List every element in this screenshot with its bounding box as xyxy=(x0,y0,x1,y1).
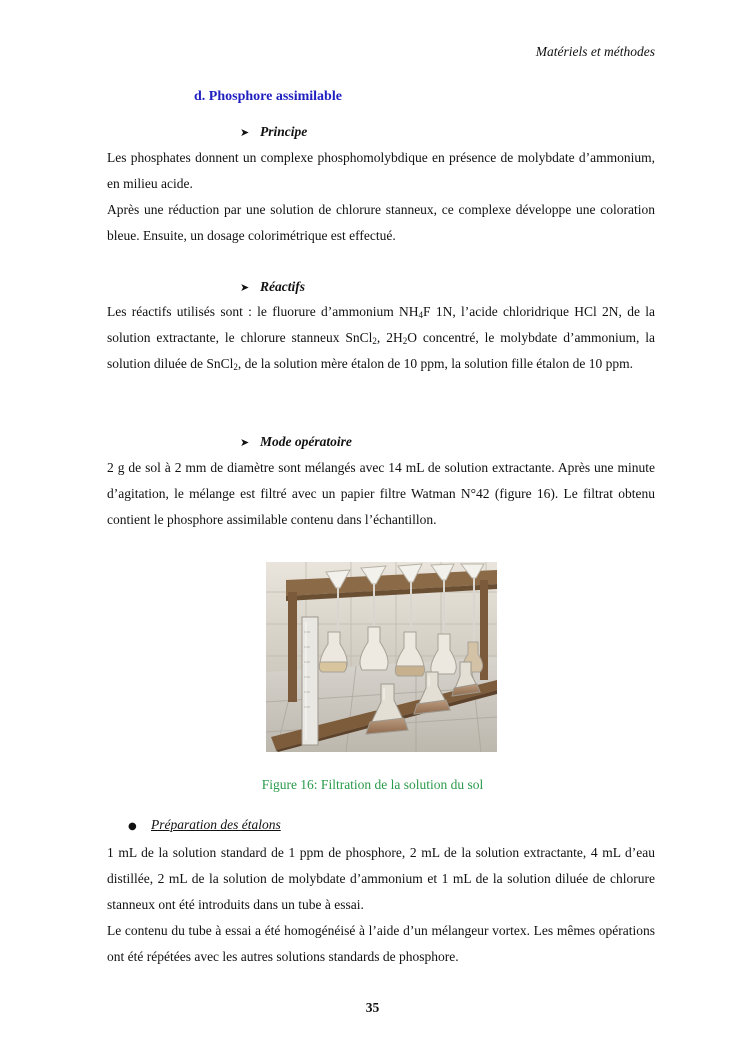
subheading-reactifs xyxy=(240,279,305,295)
principe-paragraph-2: Après une réduction par une solution de chlorure stanneux, ce complexe développe une coloration bleue. Ensuite, un dosage colorimétrique est effectué. xyxy=(107,202,655,243)
subheading-principe-label: Principe xyxy=(260,124,308,139)
etalons-paragraph-1: 1 mL de la solution standard de 1 ppm de phosphore, 2 mL de la solution extractante, 4 mL d’eau distillée, 2 mL de la solution de molybdate d’ammonium et 1 mL de la solution diluée de chlorure stanneux ont été introduits dans un tube à essai. xyxy=(107,845,655,912)
bullet-icon: ● xyxy=(128,821,137,832)
principe-body xyxy=(107,145,655,249)
reactifs-text-1: Les réactifs utilisés sont : le fluorure d’ammonium NH xyxy=(107,304,419,319)
arrowhead-icon: ➤ xyxy=(240,281,250,294)
reactifs-text-4: O concentré, le molybdate d’ammonium, la solution diluée de SnCl xyxy=(107,330,655,371)
etalons-body xyxy=(107,840,655,970)
mode-operatoire-body xyxy=(107,455,655,533)
subheading-principe xyxy=(240,124,307,140)
principe-paragraph-1: Les phosphates donnent un complexe phosphomolybdique en présence de molybdate d’ammonium, en milieu acide. xyxy=(107,150,655,191)
reactifs-sub-1: 4 xyxy=(418,310,424,320)
figure-16-photo xyxy=(266,562,497,752)
reactifs-sub-3: 2 xyxy=(402,336,408,346)
running-header: Matériels et méthodes xyxy=(535,44,655,59)
bullet-heading-etalons-label: Préparation des étalons xyxy=(151,817,281,832)
reactifs-sub-2: 2 xyxy=(372,336,377,346)
filtration-photo-illustration xyxy=(266,562,497,752)
arrowhead-icon: ➤ xyxy=(240,436,250,449)
subheading-mode-operatoire xyxy=(240,434,352,450)
etalons-paragraph-2: Le contenu du tube à essai a été homogénéisé à l’aide d’un mélangeur vortex. Les mêmes opérations ont été répétées avec les autres solutions standards de phosphore. xyxy=(107,923,655,964)
reactifs-text-2: F 1N, l’acide chloridrique HCl 2N, de la solution extractante, le chlorure stanneux SnCl xyxy=(107,304,655,345)
mode-operatoire-paragraph: 2 g de sol à 2 mm de diamètre sont mélangés avec 14 mL de solution extractante. Après une minute d’agitation, le mélange est filtré avec un papier filtre Watman N°42 (figure 16). Le filtrat obtenu contient le phosphore assimilable contenu dans l’échantillon. xyxy=(107,460,655,527)
section-title: d. Phosphore assimilable xyxy=(194,89,342,104)
subheading-reactifs-label: Réactifs xyxy=(260,279,305,294)
figure-caption: Figure 16: Filtration de la solution du sol xyxy=(261,777,484,792)
reactifs-paragraph xyxy=(107,299,655,377)
reactifs-text-3: , 2H xyxy=(376,330,403,345)
subheading-mode-operatoire-label: Mode opératoire xyxy=(260,434,352,449)
arrowhead-icon: ➤ xyxy=(240,126,250,139)
reactifs-sub-4: 2 xyxy=(233,362,238,372)
bullet-heading-etalons xyxy=(128,817,281,833)
reactifs-text-5: , de la solution mère étalon de 10 ppm, la solution fille étalon de 10 ppm. xyxy=(237,356,634,371)
page-number: 35 xyxy=(365,1000,380,1015)
reactifs-body xyxy=(107,299,655,377)
